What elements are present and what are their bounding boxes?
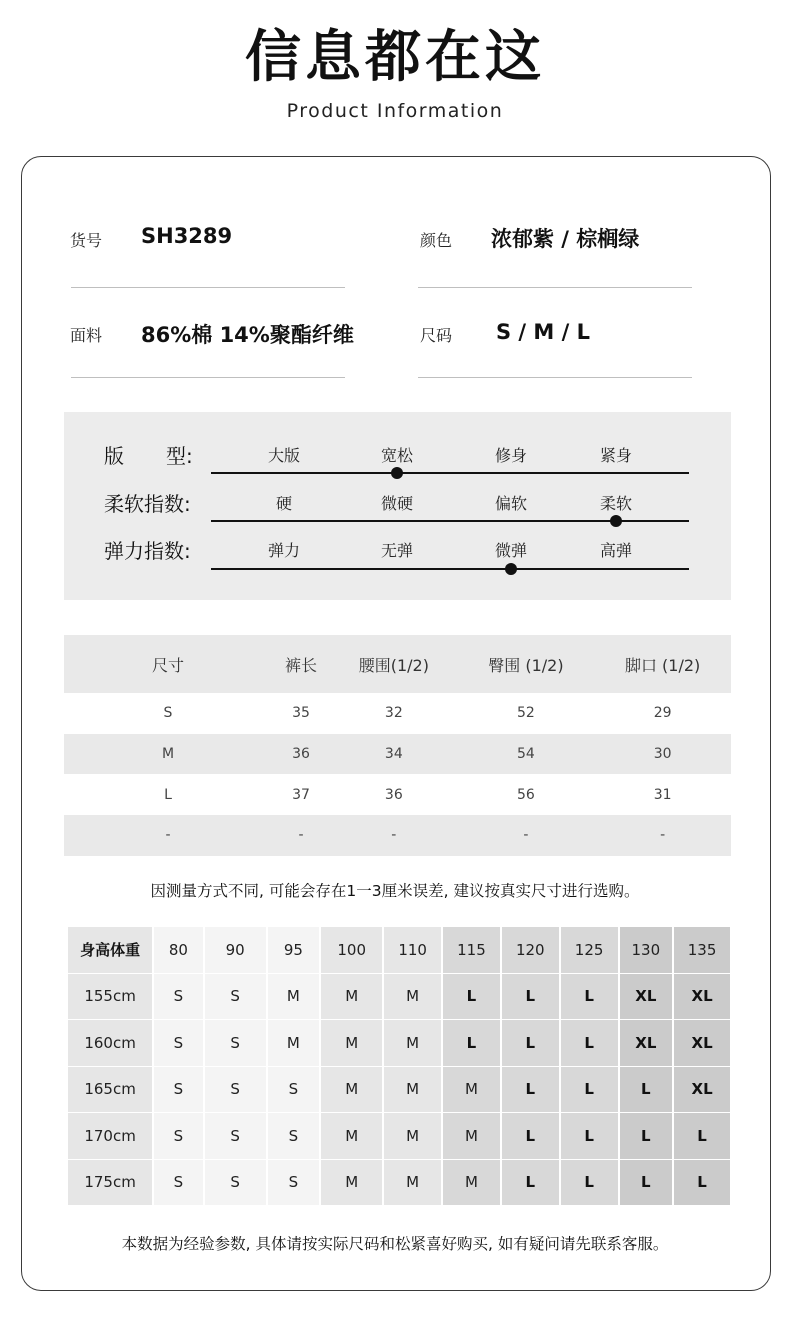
hem-col-header: 脚口 (1/2): [594, 635, 731, 693]
table-cell: -: [272, 815, 330, 856]
size-cell: L: [561, 1160, 618, 1206]
table-cell: 30: [594, 734, 731, 775]
size-cell: M: [443, 1160, 500, 1206]
weight-header-row: [68, 927, 730, 973]
size-cell: M: [268, 974, 320, 1020]
softness-option: 硬: [275, 494, 292, 513]
size-cell: XL: [674, 1020, 730, 1066]
fit-track: [211, 472, 689, 474]
fit-type-label: 版 型:: [104, 444, 193, 468]
fabric-label: 面料: [70, 326, 103, 345]
fit-option: 宽松: [380, 446, 413, 465]
fit-option: 修身: [494, 446, 527, 465]
size-cell: S: [268, 1113, 320, 1159]
size-cell: L: [561, 1067, 618, 1113]
weight-header: 95: [268, 927, 320, 973]
table-cell: 54: [458, 734, 595, 775]
size-label: 尺码: [420, 326, 453, 345]
weight-header: 90: [205, 927, 266, 973]
size-cell: L: [674, 1113, 730, 1159]
size-cell: M: [384, 1020, 441, 1066]
divider: [418, 287, 692, 288]
table-cell: -: [64, 815, 272, 856]
table-row: [68, 1113, 730, 1159]
size-cell: L: [561, 1020, 618, 1066]
hip-col-header: 臀围 (1/2): [458, 635, 595, 693]
color-label: 颜色: [420, 231, 453, 250]
measure-note: 因测量方式不同, 可能会存在1一3厘米误差, 建议按真实尺寸进行选购。: [150, 882, 640, 900]
weight-header: 120: [502, 927, 559, 973]
table-cell: 31: [653, 786, 672, 803]
size-cell: M: [384, 1067, 441, 1113]
size-cell: XL: [620, 974, 673, 1020]
height-cell: 170cm: [68, 1113, 152, 1159]
size-cell: S: [154, 1160, 202, 1206]
table-row: [64, 815, 731, 856]
size-cell: XL: [620, 1020, 673, 1066]
elasticity-track: [211, 568, 689, 570]
page-subtitle: Product Information: [286, 100, 504, 122]
table-cell: 36: [272, 734, 330, 775]
color-value: 浓郁紫 / 棕榈绿: [491, 227, 640, 251]
size-cell: L: [502, 974, 559, 1020]
table-row: [64, 774, 731, 815]
weight-header: 100: [321, 927, 382, 973]
size-cell: S: [154, 1113, 202, 1159]
size-recommendation-table: [66, 926, 732, 1206]
size-cell: XL: [674, 974, 730, 1020]
size-cell: L: [502, 1160, 559, 1206]
size-value: S / M / L: [496, 320, 590, 344]
table-cell: 56: [517, 786, 535, 803]
table-row: [64, 734, 731, 775]
size-cell: S: [205, 1160, 266, 1206]
fit-option: 大版: [267, 446, 300, 465]
size-cell: M: [443, 1067, 500, 1113]
weight-header: 115: [443, 927, 500, 973]
size-cell: L: [443, 1020, 500, 1066]
size-cell: M: [321, 1113, 382, 1159]
elasticity-option: 弹力: [267, 541, 300, 560]
size-cell: S: [154, 1067, 202, 1113]
size-cell: S: [154, 974, 202, 1020]
size-cell: L: [674, 1160, 730, 1206]
size-cell: M: [384, 974, 441, 1020]
size-cell: L: [620, 1160, 673, 1206]
softness-marker: [610, 515, 622, 527]
table-row: [68, 1160, 730, 1206]
elasticity-option: 高弹: [599, 541, 632, 560]
size-cell: M: [321, 1067, 382, 1113]
size-col-header: 尺寸: [64, 635, 272, 693]
softness-label: 柔软指数:: [104, 492, 191, 516]
table-cell: 37: [292, 786, 310, 803]
weight-header: 125: [561, 927, 618, 973]
size-cell: M: [384, 1160, 441, 1206]
size-cell: L: [620, 1113, 673, 1159]
height-cell: 165cm: [68, 1067, 152, 1113]
size-cell: S: [268, 1160, 320, 1206]
size-cell: S: [268, 1067, 320, 1113]
size-cell: L: [561, 1113, 618, 1159]
size-cell: M: [321, 974, 382, 1020]
size-cell: M: [443, 1113, 500, 1159]
divider: [71, 287, 345, 288]
waist-col-header: 腰围(1/2): [330, 635, 457, 693]
softness-option: 柔软: [599, 494, 632, 513]
fit-marker: [391, 467, 403, 479]
elasticity-label: 弹力指数:: [104, 539, 191, 563]
size-chart-table: [64, 635, 731, 856]
size-cell: L: [502, 1113, 559, 1159]
softness-option: 偏软: [494, 494, 527, 513]
weight-header: 135: [674, 927, 730, 973]
size-cell: M: [321, 1020, 382, 1066]
weight-header: 130: [620, 927, 673, 973]
size-cell: M: [384, 1113, 441, 1159]
table-cell: -: [594, 815, 731, 856]
size-cell: S: [205, 974, 266, 1020]
size-cell: S: [154, 1020, 202, 1066]
size-cell: L: [620, 1067, 673, 1113]
divider: [418, 377, 692, 378]
table-cell: -: [330, 815, 457, 856]
table-cell: 34: [330, 734, 457, 775]
table-cell: M: [64, 734, 272, 775]
height-cell: 160cm: [68, 1020, 152, 1066]
table-cell: 32: [384, 705, 403, 722]
table-cell: 35: [292, 705, 310, 722]
item-no-label: 货号: [70, 231, 103, 250]
footer-note: 本数据为经验参数, 具体请按实际尺码和松紧喜好购买, 如有疑问请先联系客服。: [121, 1235, 669, 1253]
size-cell: L: [502, 1020, 559, 1066]
table-cell: 36: [384, 786, 403, 803]
size-cell: L: [443, 974, 500, 1020]
softness-option: 微硬: [380, 494, 413, 513]
size-cell: XL: [674, 1067, 730, 1113]
elasticity-marker: [505, 563, 517, 575]
size-cell: M: [321, 1160, 382, 1206]
fit-option: 紧身: [599, 446, 632, 465]
size-cell: S: [205, 1113, 266, 1159]
weight-header: 80: [154, 927, 202, 973]
table-cell: -: [458, 815, 595, 856]
size-cell: M: [268, 1020, 320, 1066]
table-row: [68, 1067, 730, 1113]
table-cell: S: [163, 705, 173, 722]
height-cell: 175cm: [68, 1160, 152, 1206]
size-chart-header: [64, 635, 731, 693]
size-cell: S: [205, 1067, 266, 1113]
table-row: [68, 1020, 730, 1066]
length-col-header: 裤长: [272, 635, 330, 693]
fabric-value: 86%棉 14%聚酯纤维: [141, 323, 354, 347]
size-cell: L: [502, 1067, 559, 1113]
size-cell: S: [205, 1020, 266, 1066]
page-title: 信息都在这: [245, 25, 545, 90]
weight-header: 110: [384, 927, 441, 973]
table-row: [68, 974, 730, 1020]
elasticity-option: 无弹: [380, 541, 413, 560]
table-cell: 52: [517, 705, 535, 722]
size-cell: L: [561, 974, 618, 1020]
elasticity-option: 微弹: [494, 541, 527, 560]
height-weight-corner: 身高体重: [68, 927, 152, 973]
item-no-value: SH3289: [141, 224, 233, 248]
divider: [71, 377, 345, 378]
table-row: [64, 693, 731, 734]
table-cell: 29: [653, 705, 672, 722]
height-cell: 155cm: [68, 974, 152, 1020]
table-cell: L: [164, 786, 172, 803]
